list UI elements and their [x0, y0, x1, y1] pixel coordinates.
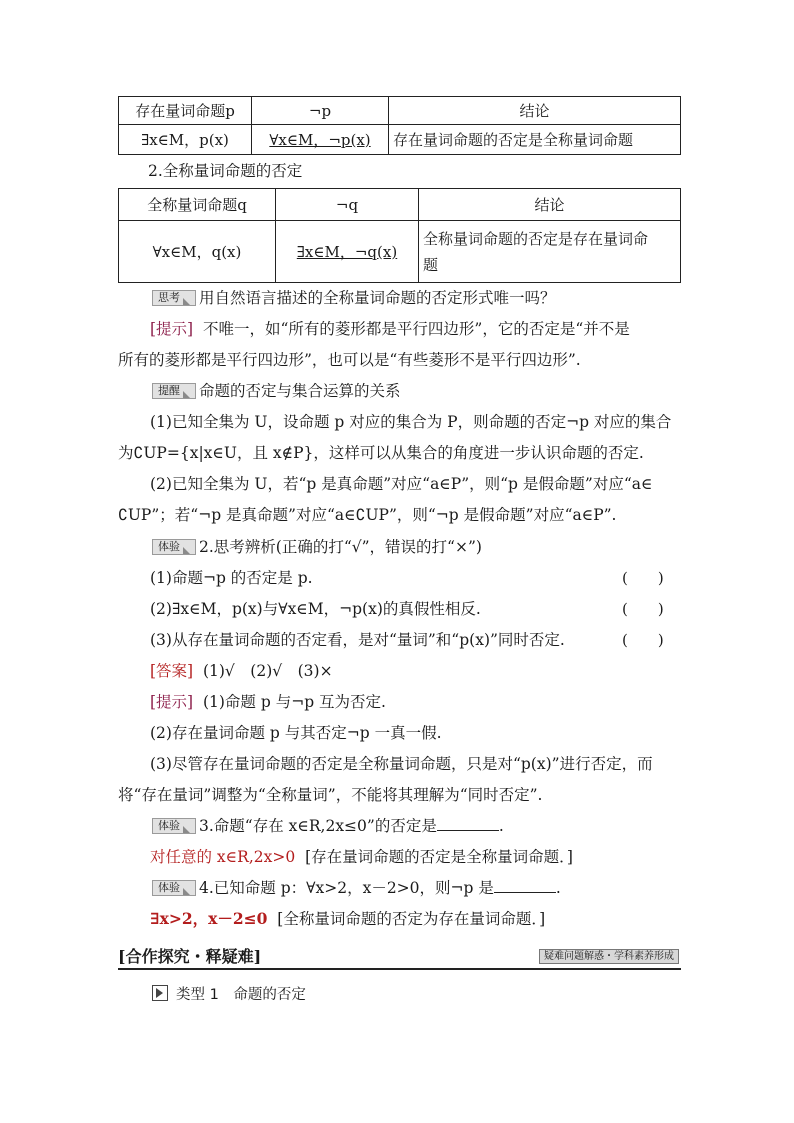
exp4-answer-line: [150, 908, 545, 930]
think-question-line: [152, 287, 556, 309]
remind-p1-line1: (1)已知全集为 U，设命题 p 对应的集合为 P，则命题的否定¬p 对应的集合: [150, 413, 672, 431]
exp2-item1: (1)命题¬p 的否定是 p.: [150, 569, 313, 587]
think-hint-line1: [150, 318, 630, 340]
table1-header-p: 存在量词命题p: [119, 97, 252, 125]
exp4-answer: ∃x>2，x－2≤0: [150, 909, 268, 928]
remind-title-line: [152, 380, 401, 402]
table2-cell-not-q: ∃x∈M，¬q(x): [276, 221, 419, 283]
think-question: 用自然语言描述的全称量词命题的否定形式唯一吗？: [199, 289, 556, 307]
exp2-answer-label: [答案]: [150, 662, 194, 680]
exp3-question-line: [152, 815, 504, 837]
table2-header-q: 全称量词命题q: [119, 189, 276, 221]
table-universal-negation: [118, 188, 681, 283]
play-icon: [152, 985, 168, 1001]
exp4-blank: [494, 880, 556, 893]
table1-cell-p: ∃x∈M，p(x): [119, 125, 252, 155]
type1-title: 类型 1 命题的否定: [176, 987, 306, 1003]
exp4-reason: [全称量词命题的否定为存在量词命题．]: [277, 910, 546, 928]
table2-header-not-q: ¬q: [276, 189, 419, 221]
table1-cell-not-p: ∀x∈M，¬p(x): [252, 125, 389, 155]
exp2-item1-paren: ( ): [622, 569, 664, 587]
think-hint-line2: 所有的菱形都是平行四边形”，也可以是“有些菱形不是平行四边形”.: [118, 351, 581, 369]
table1-header-not-p: ¬p: [252, 97, 389, 125]
exp2-item3: (3)从存在量词命题的否定看，是对“量词”和“p(x)”同时否定.: [150, 631, 565, 649]
table-existential-negation: [118, 96, 681, 155]
exp2-item2: (2)∃x∈M，p(x)与∀x∈M，¬p(x)的真假性相反.: [150, 600, 481, 618]
exp2-hint-2: (2)存在量词命题 p 与其否定¬p 一真一假.: [150, 724, 442, 742]
type1-line: [152, 983, 306, 1006]
remind-tag: 提醒: [152, 383, 196, 399]
exp2-hint-3a: (3)尽管存在量词命题的否定是全称量词命题，只是对“p(x)”进行否定，而: [150, 755, 653, 773]
table2-conclusion-line1: 全称量词命题的否定是存在量词命: [423, 229, 649, 248]
exp2-answer-text: (1)√ (2)√ (3)×: [202, 662, 333, 680]
exp2-hint-label: [提示]: [150, 693, 194, 711]
section-heading-title: [合作探究・释疑难]: [118, 947, 262, 966]
exp2-item2-paren: ( ): [622, 600, 664, 618]
section-heading: [118, 944, 681, 968]
section2-title: 2.全称量词命题的否定: [148, 162, 303, 180]
table2-conclusion-line2: 题: [423, 255, 439, 274]
exp3-tag: 体验: [152, 818, 196, 834]
remind-p2-line2: ∁UP”；若“¬p 是真命题”对应“a∈∁UP”，则“¬p 是假命题”对应“a∈P”.: [118, 506, 617, 524]
exp2-hint-3b: 将“存在量词”调整为“全称量词”，不能将其理解为“同时否定”.: [118, 786, 543, 804]
section-heading-label: 疑难问题解惑・学科素养形成: [539, 949, 679, 964]
exp3-question: 3.命题“存在 x∈R,2x≤0”的否定是: [199, 817, 437, 835]
exp4-tag: 体验: [152, 880, 196, 896]
think-hint-text1: 不唯一，如“所有的菱形都是平行四边形”，它的否定是“并不是: [202, 320, 630, 338]
remind-p2-line1: (2)已知全集为 U，若“p 是真命题”对应“a∈P”，则“p 是假命题”对应“a∈: [150, 475, 653, 493]
exp4-end: .: [555, 879, 561, 897]
think-hint-label: [提示]: [150, 320, 194, 338]
exp2-hint-1: (1)命题 p 与¬p 互为否定.: [202, 693, 386, 711]
exp4-question: 4.已知命题 p：∀x>2，x－2>0，则¬p 是: [199, 879, 494, 897]
exp3-reason: [存在量词命题的否定是全称量词命题．]: [305, 848, 573, 866]
exp3-end: .: [498, 817, 504, 835]
exp2-title: 2.思考辨析(正确的打“√”，错误的打“×”): [199, 538, 482, 556]
section-heading-rule: [118, 968, 681, 970]
table1-cell-conclusion: 存在量词命题的否定是全称量词命题: [389, 125, 681, 155]
exp3-blank: [437, 818, 499, 831]
table2-cell-q: ∀x∈M，q(x): [119, 221, 276, 283]
exp2-tag: 体验: [152, 539, 196, 555]
remind-title: 命题的否定与集合运算的关系: [199, 382, 401, 400]
exp3-answer: 对任意的 x∈R,2x>0: [150, 848, 296, 866]
table2-cell-conclusion: [419, 221, 681, 283]
exp4-question-line: [152, 877, 561, 899]
table2-header-conclusion: 结论: [419, 189, 681, 221]
remind-p1-line2: 为∁UP={x|x∈U，且 x∉P}，这样可以从集合的角度进一步认识命题的否定.: [118, 444, 644, 462]
exp2-item3-paren: ( ): [622, 631, 664, 649]
exp2-answer-line: [150, 660, 333, 682]
exp2-title-line: [152, 536, 482, 558]
think-tag: 思考: [152, 290, 196, 306]
exp3-answer-line: [150, 846, 573, 868]
table1-header-conclusion: 结论: [389, 97, 681, 125]
exp2-hint-line: [150, 691, 386, 713]
